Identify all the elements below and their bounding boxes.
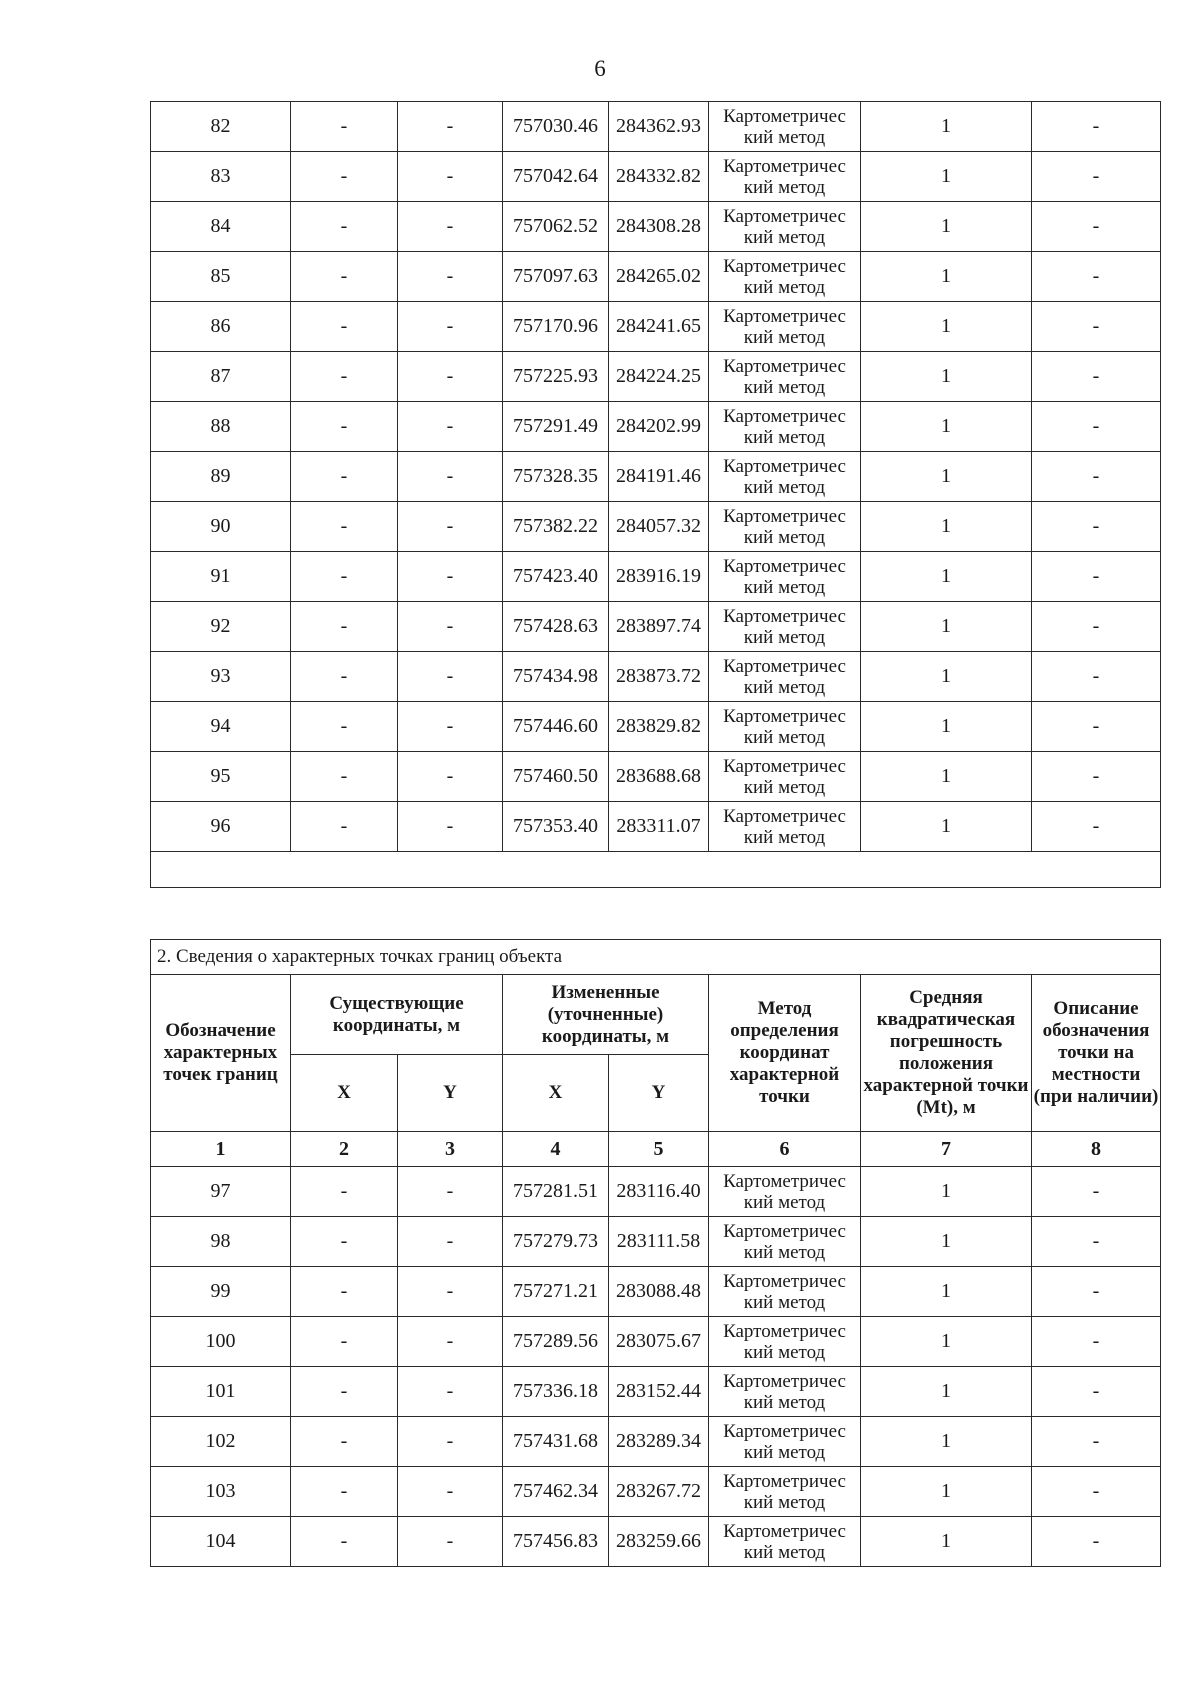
method-line: кий метод — [743, 176, 826, 198]
changed-x: 757281.51 — [503, 1167, 609, 1217]
mt-value: 1 — [861, 752, 1032, 802]
point-id: 95 — [151, 752, 291, 802]
changed-y: 284308.28 — [609, 202, 709, 252]
table-row — [151, 802, 1161, 852]
mt-value: 1 — [861, 302, 1032, 352]
column-number: 7 — [861, 1132, 1032, 1167]
point-id: 93 — [151, 652, 291, 702]
changed-y: 283829.82 — [609, 702, 709, 752]
point-description: - — [1032, 752, 1161, 802]
mt-value: 1 — [861, 802, 1032, 852]
method-line: Картометричес — [723, 655, 846, 677]
mt-value: 1 — [861, 1467, 1032, 1517]
mt-value: 1 — [861, 1417, 1032, 1467]
header-changed-coords: Измененные (уточненные) координаты, м — [503, 975, 709, 1055]
header-existing-coords: Существующие координаты, м — [291, 975, 503, 1055]
table-row — [151, 302, 1161, 352]
point-id: 98 — [151, 1217, 291, 1267]
method-cell — [709, 802, 861, 852]
changed-x: 757462.34 — [503, 1467, 609, 1517]
existing-x: - — [291, 752, 398, 802]
method-line: кий метод — [743, 1491, 826, 1513]
changed-x: 757097.63 — [503, 252, 609, 302]
method-line: кий метод — [743, 776, 826, 798]
mt-value: 1 — [861, 402, 1032, 452]
method-line: Картометричес — [723, 1320, 846, 1342]
existing-x: - — [291, 1317, 398, 1367]
method-cell — [709, 552, 861, 602]
point-description: - — [1032, 502, 1161, 552]
point-description: - — [1032, 452, 1161, 502]
existing-y: - — [398, 402, 503, 452]
changed-y: 284191.46 — [609, 452, 709, 502]
existing-x: - — [291, 1267, 398, 1317]
method-line: Картометричес — [723, 1370, 846, 1392]
method-line: Картометричес — [723, 155, 846, 177]
method-line: кий метод — [743, 526, 826, 548]
table-row — [151, 752, 1161, 802]
changed-x: 757456.83 — [503, 1517, 609, 1567]
method-line: кий метод — [743, 1391, 826, 1413]
table-row — [151, 602, 1161, 652]
table-row — [151, 352, 1161, 402]
mt-value: 1 — [861, 1517, 1032, 1567]
existing-x: - — [291, 602, 398, 652]
column-number: 1 — [151, 1132, 291, 1167]
point-id: 91 — [151, 552, 291, 602]
mt-value: 1 — [861, 1317, 1032, 1367]
method-line: Картометричес — [723, 1270, 846, 1292]
method-line: кий метод — [743, 1241, 826, 1263]
point-id: 104 — [151, 1517, 291, 1567]
point-id: 99 — [151, 1267, 291, 1317]
table-row — [151, 1217, 1161, 1267]
changed-y: 284265.02 — [609, 252, 709, 302]
method-line: кий метод — [743, 1341, 826, 1363]
existing-y: - — [398, 1367, 503, 1417]
existing-y: - — [398, 552, 503, 602]
changed-y: 283088.48 — [609, 1267, 709, 1317]
point-description: - — [1032, 252, 1161, 302]
changed-x: 757336.18 — [503, 1367, 609, 1417]
method-line: кий метод — [743, 126, 826, 148]
method-cell — [709, 102, 861, 152]
point-id: 90 — [151, 502, 291, 552]
existing-y: - — [398, 1267, 503, 1317]
header-description: Описание обозначения точки на местности (при наличии) — [1032, 975, 1161, 1132]
column-number: 5 — [609, 1132, 709, 1167]
method-line: Картометричес — [723, 305, 846, 327]
table-row — [151, 702, 1161, 752]
point-id: 100 — [151, 1317, 291, 1367]
existing-y: - — [398, 152, 503, 202]
header-changed-y: Y — [609, 1055, 709, 1132]
method-line: Картометричес — [723, 805, 846, 827]
point-id: 94 — [151, 702, 291, 752]
method-line: Картометричес — [723, 705, 846, 727]
mt-value: 1 — [861, 252, 1032, 302]
existing-y: - — [398, 602, 503, 652]
point-description: - — [1032, 1317, 1161, 1367]
method-cell — [709, 1367, 861, 1417]
method-line: кий метод — [743, 226, 826, 248]
changed-x: 757271.21 — [503, 1267, 609, 1317]
method-cell — [709, 402, 861, 452]
existing-y: - — [398, 302, 503, 352]
method-line: кий метод — [743, 1441, 826, 1463]
method-line: кий метод — [743, 576, 826, 598]
point-description: - — [1032, 1167, 1161, 1217]
existing-y: - — [398, 802, 503, 852]
existing-x: - — [291, 352, 398, 402]
point-description: - — [1032, 1417, 1161, 1467]
point-description: - — [1032, 202, 1161, 252]
changed-y: 284202.99 — [609, 402, 709, 452]
existing-x: - — [291, 102, 398, 152]
changed-y: 283267.72 — [609, 1467, 709, 1517]
empty-row — [151, 852, 1161, 888]
changed-x: 757062.52 — [503, 202, 609, 252]
method-line: кий метод — [743, 426, 826, 448]
changed-x: 757423.40 — [503, 552, 609, 602]
section-title: 2. Сведения о характерных точках границ объекта — [151, 940, 1161, 975]
mt-value: 1 — [861, 352, 1032, 402]
method-cell — [709, 1317, 861, 1367]
existing-x: - — [291, 252, 398, 302]
method-line: Картометричес — [723, 1420, 846, 1442]
existing-y: - — [398, 252, 503, 302]
method-cell — [709, 452, 861, 502]
table-row — [151, 1317, 1161, 1367]
point-description: - — [1032, 1367, 1161, 1417]
point-id: 97 — [151, 1167, 291, 1217]
method-line: Картометричес — [723, 605, 846, 627]
method-line: кий метод — [743, 276, 826, 298]
changed-x: 757446.60 — [503, 702, 609, 752]
method-line: Картометричес — [723, 1220, 846, 1242]
existing-x: - — [291, 1417, 398, 1467]
method-cell — [709, 1417, 861, 1467]
header-changed-x: X — [503, 1055, 609, 1132]
point-id: 102 — [151, 1417, 291, 1467]
existing-y: - — [398, 352, 503, 402]
table-row — [151, 402, 1161, 452]
changed-y: 283259.66 — [609, 1517, 709, 1567]
point-description: - — [1032, 1267, 1161, 1317]
changed-y: 283152.44 — [609, 1367, 709, 1417]
existing-x: - — [291, 702, 398, 752]
method-cell — [709, 152, 861, 202]
method-line: Картометричес — [723, 455, 846, 477]
method-line: кий метод — [743, 1291, 826, 1313]
point-description: - — [1032, 652, 1161, 702]
mt-value: 1 — [861, 702, 1032, 752]
point-id: 89 — [151, 452, 291, 502]
method-cell — [709, 252, 861, 302]
mt-value: 1 — [861, 1167, 1032, 1217]
method-line: кий метод — [743, 326, 826, 348]
method-line: кий метод — [743, 476, 826, 498]
changed-x: 757431.68 — [503, 1417, 609, 1467]
method-line: кий метод — [743, 826, 826, 848]
point-id: 83 — [151, 152, 291, 202]
existing-x: - — [291, 402, 398, 452]
method-line: кий метод — [743, 376, 826, 398]
point-description: - — [1032, 352, 1161, 402]
page-number: 6 — [594, 56, 606, 81]
table-row — [151, 1517, 1161, 1567]
boundary-points-table-continued — [150, 101, 1161, 888]
existing-x: - — [291, 302, 398, 352]
point-id: 103 — [151, 1467, 291, 1517]
mt-value: 1 — [861, 1267, 1032, 1317]
existing-y: - — [398, 652, 503, 702]
changed-y: 283075.67 — [609, 1317, 709, 1367]
empty-cell — [151, 852, 1161, 888]
point-id: 84 — [151, 202, 291, 252]
method-line: кий метод — [743, 676, 826, 698]
method-line: Картометричес — [723, 1520, 846, 1542]
existing-y: - — [398, 702, 503, 752]
mt-value: 1 — [861, 502, 1032, 552]
existing-y: - — [398, 1417, 503, 1467]
table-row — [151, 652, 1161, 702]
method-cell — [709, 702, 861, 752]
existing-y: - — [398, 1467, 503, 1517]
changed-x: 757289.56 — [503, 1317, 609, 1367]
method-line: кий метод — [743, 726, 826, 748]
existing-x: - — [291, 202, 398, 252]
existing-y: - — [398, 1317, 503, 1367]
mt-value: 1 — [861, 602, 1032, 652]
changed-x: 757170.96 — [503, 302, 609, 352]
method-line: Картометричес — [723, 105, 846, 127]
point-description: - — [1032, 602, 1161, 652]
table-row — [151, 1367, 1161, 1417]
changed-y: 283289.34 — [609, 1417, 709, 1467]
changed-y: 284332.82 — [609, 152, 709, 202]
method-line: кий метод — [743, 1541, 826, 1563]
changed-y: 283897.74 — [609, 602, 709, 652]
changed-x: 757353.40 — [503, 802, 609, 852]
existing-y: - — [398, 1217, 503, 1267]
changed-y: 284362.93 — [609, 102, 709, 152]
mt-value: 1 — [861, 452, 1032, 502]
changed-y: 283873.72 — [609, 652, 709, 702]
method-cell — [709, 1267, 861, 1317]
changed-y: 284057.32 — [609, 502, 709, 552]
existing-x: - — [291, 802, 398, 852]
table-row — [151, 252, 1161, 302]
method-line: Картометричес — [723, 555, 846, 577]
method-cell — [709, 302, 861, 352]
existing-x: - — [291, 1517, 398, 1567]
column-number: 4 — [503, 1132, 609, 1167]
method-line: Картометричес — [723, 1170, 846, 1192]
point-id: 101 — [151, 1367, 291, 1417]
table-row — [151, 1267, 1161, 1317]
table-row — [151, 452, 1161, 502]
point-description: - — [1032, 552, 1161, 602]
changed-x: 757382.22 — [503, 502, 609, 552]
method-line: Картометричес — [723, 1470, 846, 1492]
method-line: кий метод — [743, 626, 826, 648]
point-description: - — [1032, 802, 1161, 852]
existing-y: - — [398, 452, 503, 502]
method-cell — [709, 652, 861, 702]
method-cell — [709, 352, 861, 402]
point-id: 92 — [151, 602, 291, 652]
table-row — [151, 552, 1161, 602]
existing-x: - — [291, 1367, 398, 1417]
mt-value: 1 — [861, 1217, 1032, 1267]
point-id: 96 — [151, 802, 291, 852]
point-id: 85 — [151, 252, 291, 302]
method-line: Картометричес — [723, 505, 846, 527]
table-row — [151, 502, 1161, 552]
table-row — [151, 1417, 1161, 1467]
existing-x: - — [291, 1467, 398, 1517]
point-id: 87 — [151, 352, 291, 402]
mt-value: 1 — [861, 552, 1032, 602]
existing-y: - — [398, 752, 503, 802]
changed-x: 757434.98 — [503, 652, 609, 702]
changed-x: 757428.63 — [503, 602, 609, 652]
method-cell — [709, 1167, 861, 1217]
point-description: - — [1032, 1217, 1161, 1267]
existing-y: - — [398, 502, 503, 552]
table-row — [151, 152, 1161, 202]
method-cell — [709, 602, 861, 652]
column-number: 6 — [709, 1132, 861, 1167]
method-cell — [709, 752, 861, 802]
changed-y: 283688.68 — [609, 752, 709, 802]
changed-x: 757460.50 — [503, 752, 609, 802]
existing-x: - — [291, 1167, 398, 1217]
point-id: 88 — [151, 402, 291, 452]
mt-value: 1 — [861, 102, 1032, 152]
method-cell — [709, 1517, 861, 1567]
changed-x: 757030.46 — [503, 102, 609, 152]
existing-y: - — [398, 1517, 503, 1567]
column-number: 2 — [291, 1132, 398, 1167]
changed-x: 757042.64 — [503, 152, 609, 202]
method-line: кий метод — [743, 1191, 826, 1213]
existing-x: - — [291, 652, 398, 702]
method-cell — [709, 1467, 861, 1517]
mt-value: 1 — [861, 1367, 1032, 1417]
table-row — [151, 202, 1161, 252]
method-line: Картометричес — [723, 255, 846, 277]
column-number: 8 — [1032, 1132, 1161, 1167]
header-designation: Обозначение характерных точек границ — [151, 975, 291, 1132]
changed-y: 283111.58 — [609, 1217, 709, 1267]
point-description: - — [1032, 152, 1161, 202]
existing-x: - — [291, 552, 398, 602]
method-line: Картометричес — [723, 355, 846, 377]
method-cell — [709, 502, 861, 552]
method-line: Картометричес — [723, 205, 846, 227]
changed-x: 757328.35 — [503, 452, 609, 502]
point-description: - — [1032, 102, 1161, 152]
point-description: - — [1032, 1517, 1161, 1567]
existing-x: - — [291, 1217, 398, 1267]
mt-value: 1 — [861, 652, 1032, 702]
table-row — [151, 1467, 1161, 1517]
point-description: - — [1032, 702, 1161, 752]
mt-value: 1 — [861, 152, 1032, 202]
point-description: - — [1032, 302, 1161, 352]
changed-y: 283916.19 — [609, 552, 709, 602]
changed-y: 284241.65 — [609, 302, 709, 352]
existing-x: - — [291, 452, 398, 502]
changed-x: 757225.93 — [503, 352, 609, 402]
changed-y: 283311.07 — [609, 802, 709, 852]
changed-y: 283116.40 — [609, 1167, 709, 1217]
changed-x: 757279.73 — [503, 1217, 609, 1267]
column-number: 3 — [398, 1132, 503, 1167]
table-row — [151, 1167, 1161, 1217]
mt-value: 1 — [861, 202, 1032, 252]
method-cell — [709, 202, 861, 252]
method-line: Картометричес — [723, 405, 846, 427]
existing-x: - — [291, 502, 398, 552]
header-existing-y: Y — [398, 1055, 503, 1132]
method-line: Картометричес — [723, 755, 846, 777]
header-method: Метод определения координат характерной точки — [709, 975, 861, 1132]
point-id: 86 — [151, 302, 291, 352]
point-description: - — [1032, 402, 1161, 452]
table-row — [151, 102, 1161, 152]
point-description: - — [1032, 1467, 1161, 1517]
header-mt: Средняя квадратическая погрешность положения характерной точки (Mt), м — [861, 975, 1032, 1132]
existing-x: - — [291, 152, 398, 202]
existing-y: - — [398, 1167, 503, 1217]
existing-y: - — [398, 102, 503, 152]
header-existing-x: X — [291, 1055, 398, 1132]
changed-x: 757291.49 — [503, 402, 609, 452]
existing-y: - — [398, 202, 503, 252]
method-cell — [709, 1217, 861, 1267]
changed-y: 284224.25 — [609, 352, 709, 402]
boundary-points-table — [150, 939, 1161, 1567]
point-id: 82 — [151, 102, 291, 152]
